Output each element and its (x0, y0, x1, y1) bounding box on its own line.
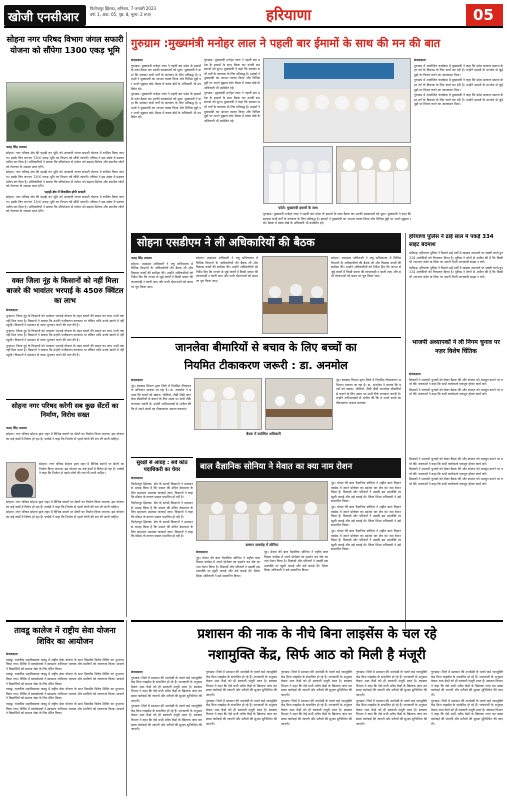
bottom-col-4 (356, 670, 427, 796)
mustard-rule (131, 457, 193, 458)
nss-text-1: तावडू। राजकीय महाविद्यालय तावडू में राष्ट्रीय सेवा योजना के सात दिवसीय विशेष शिविर का शुभारंभ किया गया। शिविर में स्वयंसेवकों ने स्वच्छता अभियान चलाया और ग्रामीणों को जागरूक किया। प्राचार्य ने विद्यार्थियों को समाज सेवा के लिए प्रेरित किया। (6, 657, 124, 671)
sdm-body-3: सोहना। उपमंडल अधिकारी ने लघु सचिवालय में विभिन्न विभागों के अधिकारियों की बैठक ली और विकास कार्यों की समीक्षा की। उन्होंने अधिकारियों को निर्देश दिए कि जनता से जुड़े कार्यों में किसी प्रकार की लापरवाही न बरती जाए और सभी योजनाओं को समय पर पूरा किया जाए। (331, 256, 401, 279)
top-right-byline: संवाददाता (414, 58, 426, 62)
left-story1-subhead: पहाड़ी क्षेत्र में विकसित होगी सफारी (44, 189, 86, 194)
left-story3-body-a (6, 432, 124, 460)
vaccine-photo-caption: बैठक में उपस्थित अधिकारी (246, 432, 281, 436)
left-story2-body (6, 314, 124, 396)
bjp-headline: भाजपी अध्यापकों ने ली निगम चुनाव पर नज़र विशेष चिंतिक (412, 339, 500, 355)
section-title: हरियाणा (266, 6, 312, 24)
vaccine-col-4 (336, 378, 401, 454)
mustard-headline: सुरक्षी से आग्रह : सर्व कोठ पदाधिकरी का चेयर (136, 460, 188, 473)
bottom-body-3: गुरुग्राम। जिले में प्रशासन की अनदेखी के चलते कई नशामुक्ति केंद्र बिना लाइसेंस के संचालित हो रहे हैं। जानकारी के अनुसार केवल आठ केंद्रों को ही सरकारी मंजूरी प्राप्त है। स्वास्थ्य विभाग ने कहा कि ऐसे सभी अवैध केंद्रों के खिलाफ जांच कर सख्त कार्रवाई की जाएगी और मरीजों की सुरक्षा सुनिश्चित की जाएगी। (281, 670, 352, 697)
forest-trees-illustration (7, 83, 124, 142)
bjp-text-2: शिक्षकों ने आगामी चुनावों को लेकर बैठक की और संगठन को मजबूत बनाने पर चर्चा की। वक्ताओं ने कहा कि सभी कार्यकर्ता एकजुट होकर कार्य करें। (409, 387, 503, 397)
sonia-body-1: नूंह। मेवात की बाल वैज्ञानिक सोनिया ने राष्ट्रीय बाल विज्ञान कांग्रेस में अपने प्रोजेक्ट का प्रदर्शन कर क्षेत्र का नाम रोशन किया है। शिक्षकों और परिजनों ने उसकी इस उपलब्धि पर खुशी जताई और उसे बधाई दी। जिला शिक्षा अधिकारी ने उसे सम्मानित किया। (196, 555, 260, 578)
vaccine-byline: संवाददाता (131, 378, 143, 382)
left-story1-text: सोहना। नगर परिषद क्षेत्र की पहाड़ी वन भूमि को अरावली जंगल सफारी योजना में शामिल किया जाएगा। इसके लिए लगभग 1300 एकड़ भूमि वन विभाग को सौंपी जाएगी। परिषद ने इस संबंध में प्रस्ताव पारित कर दिया है। अधिकारियों ने बताया कि परियोजना से पर्यटन को बढ़ावा मिलेगा और स्थानीय लोगों को रोजगार के अवसर प्राप्त होंगे। (6, 151, 124, 169)
top-headline: गुरुग्राम :मुख्यमंत्री मनोहर लाल ने पहली बार ईमामों के साथ की मन की बात (131, 37, 441, 50)
sdm-headline: सोहना एसडीएम ने ली अधिकारियों की बैठक (137, 236, 315, 249)
bottom-col-1 (131, 670, 202, 796)
vaccine-headline-line1: जानलेवा बीमारियों से बचाव के लिए बच्चों का (175, 341, 357, 354)
bottom-body-1b: गुरुग्राम। जिले में प्रशासन की अनदेखी के चलते कई नशामुक्ति केंद्र बिना लाइसेंस के संचालित हो रहे हैं। जानकारी के अनुसार केवल आठ केंद्रों को ही सरकारी मंजूरी प्राप्त है। स्वास्थ्य विभाग ने कहा कि ऐसे सभी अवैध केंद्रों के खिलाफ जांच कर सख्त कार्रवाई की जाएगी और मरीजों की सुरक्षा सुनिश्चित की जाएगी। (131, 704, 202, 732)
bottom-headline-line1: प्रशासन की नाक के नीचे बिना लाइसेंस के चल रहे (197, 627, 437, 642)
top-byline: संवाददाता (131, 58, 143, 62)
bottom-body-1: गुरुग्राम। जिले में प्रशासन की अनदेखी के चलते कई नशामुक्ति केंद्र बिना लाइसेंस के संचालित हो रहे हैं। जानकारी के अनुसार केवल आठ केंद्रों को ही सरकारी मंजूरी प्राप्त है। स्वास्थ्य विभाग ने कहा कि ऐसे सभी अवैध केंद्रों के खिलाफ जांच कर सख्त कार्रवाई की जाएगी और मरीजों की सुरक्षा सुनिश्चित की जाएगी। (131, 675, 202, 703)
person-icon (7, 463, 36, 498)
page-number-box (466, 4, 503, 26)
column-divider-left (126, 32, 127, 617)
left-divider-3 (6, 620, 124, 622)
sonia-body-3: नूंह। मेवात की बाल वैज्ञानिक सोनिया ने राष्ट्रीय बाल विज्ञान कांग्रेस में अपने प्रोजेक्ट का प्रदर्शन कर क्षेत्र का नाम रोशन किया है। शिक्षकों और परिजनों ने उसकी इस उपलब्धि पर खुशी जताई और उसे बधाई दी। जिला शिक्षा अधिकारी ने उसे सम्मानित किया। (331, 481, 401, 504)
sonia-byline: संवाददाता (196, 550, 208, 554)
meeting-illustration (264, 59, 411, 143)
vaccine-top-rule (131, 337, 401, 338)
column-divider-bottom (126, 620, 127, 796)
nss-text-2: तावडू। राजकीय महाविद्यालय तावडू में राष्ट्रीय सेवा योजना के सात दिवसीय विशेष शिविर का शुभारंभ किया गया। शिविर में स्वयंसेवकों ने स्वच्छता अभियान चलाया और ग्रामीणों को जागरूक किया। प्राचार्य ने विद्यार्थियों को समाज सेवा के लिए प्रेरित किया। (6, 672, 124, 686)
sdm-col-2 (196, 256, 258, 334)
bjp-byline: संवाददाता (409, 372, 421, 376)
sdm-body-1: सोहना। उपमंडल अधिकारी ने लघु सचिवालय में विभिन्न विभागों के अधिकारियों की बैठक ली और विकास कार्यों की समीक्षा की। उन्होंने अधिकारियों को निर्देश दिए कि जनता से जुड़े कार्यों में किसी प्रकार की लापरवाही न बरती जाए और सभी योजनाओं को समय पर पूरा किया जाए। (131, 261, 193, 289)
bjp-body-cont (409, 457, 503, 617)
sonia-col-3 (331, 481, 401, 616)
nss-byline: संवाददाता (6, 652, 18, 656)
sdm-body-2: सोहना। उपमंडल अधिकारी ने लघु सचिवालय में विभिन्न विभागों के अधिकारियों की बैठक ली और विकास कार्यों की समीक्षा की। उन्होंने अधिकारियों को निर्देश दिए कि जनता से जुड़े कार्यों में किसी प्रकार की लापरवाही न बरती जाए और सभी योजनाओं को समय पर पूरा किया जाए। (196, 256, 258, 283)
mustard-body (131, 476, 193, 616)
nss-headline: तावडू कालेज में राष्ट्रीय सेवा योजना शिविर का आयोजन (14, 626, 116, 646)
left-story2-headline: वक्त जिला नूंह के किसानों को नहीं मिला बाजरे की भावांतर भरपाई के 450रु क्विंटल का लाभ (6, 276, 124, 305)
mustard-byline: संवाददाता (131, 476, 143, 480)
bottom-body-5b: गुरुग्राम। जिले में प्रशासन की अनदेखी के चलते कई नशामुक्ति केंद्र बिना लाइसेंस के संचालित हो रहे हैं। जानकारी के अनुसार केवल आठ केंद्रों को ही सरकारी मंजूरी प्राप्त है। स्वास्थ्य विभाग ने कहा कि ऐसे सभी अवैध केंद्रों के खिलाफ जांच कर सख्त कार्रवाई की जाएगी और मरीजों की सुरक्षा सुनिश्चित की जाएगी। (431, 698, 503, 726)
left-story3-text-cont: सोहना। नगर परिषद सोहना द्वारा शहर में विभिन्न स्थानों पर सेंटरों का निर्माण किया जाएगा। इस योजना का कई वार्डों में विरोध हो रहा है। पार्षदों ने कहा कि निर्माण से पहले लोगों की राय ली जानी चाहिए। (39, 462, 124, 476)
vaccine-body-2: नूंह। स्वास्थ्य विभाग द्वारा जिले में नियमित टीकाकरण अभियान चलाया जा रहा है। डा. अनमोल ने बताया कि बच्चों को खसरा, पोलियो, टीबी जैसी जानलेवा बीमारियों से बचाने के लिए समय पर सभी टीके लगवाना जरूरी है। उन्होंने अभिभावकों से अपील की कि वे अपने बच्चों का टीकाकरण अवश्य करवाएं। (336, 378, 401, 405)
left-story3-body-b (39, 462, 124, 498)
bottom-body-3b: गुरुग्राम। जिले में प्रशासन की अनदेखी के चलते कई नशामुक्ति केंद्र बिना लाइसेंस के संचालित हो रहे हैं। जानकारी के अनुसार केवल आठ केंद्रों को ही सरकारी मंजूरी प्राप्त है। स्वास्थ्य विभाग ने कहा कि ऐसे सभी अवैध केंद्रों के खिलाफ जांच कर सख्त कार्रवाई की जाएगी और मरीजों की सुरक्षा सुनिश्चित की जाएगी। (281, 698, 352, 726)
left-story3-body-c (6, 500, 124, 574)
top-body-4: गुरुग्राम। मुख्यमंत्री मनोहर लाल ने पहली बार प्रदेश के इमामों के साथ बैठक कर उनकी समस्याओं को सुना। मुख्यमंत्री ने कहा कि सरकार सभी वर्गों के कल्याण के लिए प्रतिबद्ध है। इमामों ने मुख्यमंत्री का आभार व्यक्त किया और विभिन्न मुद्दों पर अपने सुझाव रखे। बैठक में वक्फ बोर्ड के अधिकारी भी उपस्थित रहे। (204, 91, 260, 123)
imams-illustration (337, 147, 411, 204)
bottom-col-2 (206, 670, 277, 796)
left-story1-text-cont: सोहना। नगर परिषद क्षेत्र की पहाड़ी वन भूमि को अरावली जंगल सफारी योजना में शामिल किया जाएगा। इसके लिए लगभग 1300 एकड़ भूमि वन विभाग को सौंपी जाएगी। परिषद ने इस संबंध में प्रस्ताव पारित कर दिया है। अधिकारियों ने बताया कि परियोजना से पर्यटन को बढ़ावा मिलेगा और स्थानीय लोगों को रोजगार के अवसर प्राप्त होंगे। (6, 170, 124, 189)
top-left-col (131, 58, 201, 230)
bjp-text-1: शिक्षकों ने आगामी चुनावों को लेकर बैठक की और संगठन को मजबूत बनाने पर चर्चा की। वक्ताओं ने कहा कि सभी कार्यकर्ता एकजुट होकर कार्य करें। (409, 377, 503, 387)
award-ceremony-illustration (197, 482, 328, 541)
left-story3-headline: सोहना नगर परिषद करेगी सब कुछ सेंटरों का निर्माण, विरोध सख्त (11, 402, 119, 419)
forest-photo (6, 82, 124, 142)
cyber-text-2: चंडीगढ़। हरियाणा पुलिस ने पिछले ढाई वर्षों में साइबर अपराधों पर सख्ती करते हुए 334 आरोपियों को गिरफ्तार किया है। पुलिस ने लोगों से अपील की है कि किसी भी अनजान कॉल या लिंक पर अपनी निजी जानकारी साझा न करें। (409, 265, 503, 279)
cyber-body (409, 251, 503, 333)
sonia-col-1 (196, 550, 260, 616)
dateline-date: फिरोजपुर झिरका, शनिवार, 7 जनवरी 2023 (90, 6, 157, 11)
top-col-2 (204, 58, 260, 230)
masthead (4, 4, 503, 28)
vaccine-photo-1 (194, 378, 262, 430)
top-right-text-1: गुरुग्राम में आयोजित कार्यक्रम में मुख्यमंत्री ने कहा कि प्रदेश सरकार समाज के हर वर्ग के विकास के लिए कार्य कर रही है। उन्होंने इमामों के मानदेय से जुड़े मुद्दों पर विचार करने का आश्वासन दिया। (414, 63, 503, 77)
bjp-text-4: शिक्षकों ने आगामी चुनावों को लेकर बैठक की और संगठन को मजबूत बनाने पर चर्चा की। वक्ताओं ने कहा कि सभी कार्यकर्ता एकजुट होकर कार्य करें। (409, 467, 503, 476)
left-story3-byline: फतह सिंह उजाला (6, 426, 27, 430)
bottom-body-4: गुरुग्राम। जिले में प्रशासन की अनदेखी के चलते कई नशामुक्ति केंद्र बिना लाइसेंस के संचालित हो रहे हैं। जानकारी के अनुसार केवल आठ केंद्रों को ही सरकारी मंजूरी प्राप्त है। स्वास्थ्य विभाग ने कहा कि ऐसे सभी अवैध केंद्रों के खिलाफ जांच कर सख्त कार्रवाई की जाएगी और मरीजों की सुरक्षा सुनिश्चित की जाएगी। (356, 670, 427, 697)
top-body-5: गुरुग्राम। मुख्यमंत्री मनोहर लाल ने पहली बार प्रदेश के इमामों के साथ बैठक कर उनकी समस्याओं को सुना। मुख्यमंत्री ने कहा कि सरकार सभी वर्गों के कल्याण के लिए प्रतिबद्ध है। इमामों ने मुख्यमंत्री का आभार व्यक्त किया और विभिन्न मुद्दों पर अपने सुझाव रखे। बैठक में वक्फ बोर्ड के अधिकारी भी उपस्थित रहे। (263, 212, 411, 226)
logo (4, 5, 86, 26)
top-col-under-photo (263, 212, 411, 232)
sdm-col-3 (331, 256, 401, 334)
dateline (90, 6, 250, 18)
mustard-text-2: फिरोजपुर झिरका। क्षेत्र के सरसों किसानों ने प्रशासन से आग्रह किया है कि फसल की उचित देखभाल के लिए सहायता उपलब्ध करवाई जाए। किसानों ने कहा कि मौसम के कारण फसल प्रभावित हो रही है। (131, 500, 193, 519)
vaccine-col-1 (131, 378, 191, 454)
sonia-photo-caption: सम्मान समारोह में सोनिया (245, 543, 279, 547)
nss-body (6, 652, 124, 796)
sonia-body-4: नूंह। मेवात की बाल वैज्ञानिक सोनिया ने राष्ट्रीय बाल विज्ञान कांग्रेस में अपने प्रोजेक्ट का प्रदर्शन कर क्षेत्र का नाम रोशन किया है। शिक्षकों और परिजनों ने उसकी इस उपलब्धि पर खुशी जताई और उसे बधाई दी। जिला शिक्षा अधिकारी ने उसे सम्मानित किया। (331, 504, 401, 528)
officials-meeting-illustration (263, 257, 328, 334)
bottom-body-4b: गुरुग्राम। जिले में प्रशासन की अनदेखी के चलते कई नशामुक्ति केंद्र बिना लाइसेंस के संचालित हो रहे हैं। जानकारी के अनुसार केवल आठ केंद्रों को ही सरकारी मंजूरी प्राप्त है। स्वास्थ्य विभाग ने कहा कि ऐसे सभी अवैध केंद्रों के खिलाफ जांच कर सख्त कार्रवाई की जाएगी और मरीजों की सुरक्षा सुनिश्चित की जाएगी। (356, 698, 427, 726)
left-divider-2 (6, 399, 124, 400)
sonia-photo (196, 481, 328, 541)
nss-text-3: तावडू। राजकीय महाविद्यालय तावडू में राष्ट्रीय सेवा योजना के सात दिवसीय विशेष शिविर का शुभारंभ किया गया। शिविर में स्वयंसेवकों ने स्वच्छता अभियान चलाया और ग्रामीणों को जागरूक किया। प्राचार्य ने विद्यार्थियों को समाज सेवा के लिए प्रेरित किया। (6, 687, 124, 701)
left-story2-text: पुन्हाना। जिला नूंह के किसानों को भावांतर भरपाई योजना के तहत बाजरे की फसल का लाभ अभी तक नहीं मिल पाया है। किसानों ने बताया कि उन्होंने पंजीकरण करवाया था लेकिन राशि उनके खातों में नहीं पहुंची। किसानों ने प्रशासन से जल्द भुगतान करने की मांग की है। (6, 314, 124, 328)
mustard-text-1: फिरोजपुर झिरका। क्षेत्र के सरसों किसानों ने प्रशासन से आग्रह किया है कि फसल की उचित देखभाल के लिए सहायता उपलब्ध करवाई जाए। किसानों ने कहा कि मौसम के कारण फसल प्रभावित हो रही है। (131, 481, 193, 500)
officials-illustration (195, 379, 262, 430)
sdm-meeting-photo (262, 256, 328, 334)
dateline-issue: वर्ष: 1, अंक: 05, पृष्ठ: 8, मूल्य: 2 रुपए (90, 12, 151, 17)
portrait-photo (6, 462, 36, 498)
left-story1-body (6, 151, 124, 269)
bottom-top-rule (131, 620, 503, 622)
bottom-headline-line2: नशामुक्ति केंद्र, सिर्फ आठ को मिली है मंजूरी (208, 648, 426, 663)
nss-text-4: तावडू। राजकीय महाविद्यालय तावडू में राष्ट्रीय सेवा योजना के सात दिवसीय विशेष शिविर का शुभारंभ किया गया। शिविर में स्वयंसेवकों ने स्वच्छता अभियान चलाया और ग्रामीणों को जागरूक किया। प्राचार्य ने विद्यार्थियों को समाज सेवा के लिए प्रेरित किया। (6, 701, 124, 716)
cm-group-photo (263, 146, 333, 204)
bottom-col-5 (431, 670, 503, 796)
bottom-body-5: गुरुग्राम। जिले में प्रशासन की अनदेखी के चलते कई नशामुक्ति केंद्र बिना लाइसेंस के संचालित हो रहे हैं। जानकारी के अनुसार केवल आठ केंद्रों को ही सरकारी मंजूरी प्राप्त है। स्वास्थ्य विभाग ने कहा कि ऐसे सभी अवैध केंद्रों के खिलाफ जांच कर सख्त कार्रवाई की जाएगी और मरीजों की सुरक्षा सुनिश्चित की जाएगी। (431, 670, 503, 697)
left-story1-headline: सोहना नगर परिषद विभाग जंगल सफारी योजना को सौंपेगा 1300 एकड़ भूमि (6, 35, 124, 55)
bjp-text-3: शिक्षकों ने आगामी चुनावों को लेकर बैठक की और संगठन को मजबूत बनाने पर चर्चा की। वक्ताओं ने कहा कि सभी कार्यकर्ता एकजुट होकर कार्य करें। (409, 457, 503, 466)
imam-group-photo (336, 146, 411, 204)
sonia-body-5: नूंह। मेवात की बाल वैज्ञानिक सोनिया ने राष्ट्रीय बाल विज्ञान कांग्रेस में अपने प्रोजेक्ट का प्रदर्शन कर क्षेत्र का नाम रोशन किया है। शिक्षकों और परिजनों ने उसकी इस उपलब्धि पर खुशी जताई और उसे बधाई दी। जिला शिक्षा अधिकारी ने उसे सम्मानित किया। (331, 528, 401, 552)
seminar-illustration (266, 379, 333, 430)
logo-text: खोजी एनसीआर (8, 10, 79, 24)
top-body-2: गुरुग्राम। मुख्यमंत्री मनोहर लाल ने पहली बार प्रदेश के इमामों के साथ बैठक कर उनकी समस्याओं को सुना। मुख्यमंत्री ने कहा कि सरकार सभी वर्गों के कल्याण के लिए प्रतिबद्ध है। इमामों ने मुख्यमंत्री का आभार व्यक्त किया और विभिन्न मुद्दों पर अपने सुझाव रखे। बैठक में वक्फ बोर्ड के अधिकारी भी उपस्थित रहे। (131, 92, 201, 120)
cyber-text-1: चंडीगढ़। हरियाणा पुलिस ने पिछले ढाई वर्षों में साइबर अपराधों पर सख्ती करते हुए 334 आरोपियों को गिरफ्तार किया है। पुलिस ने लोगों से अपील की है कि किसी भी अनजान कॉल या लिंक पर अपनी निजी जानकारी साझा न करें। (409, 251, 503, 265)
left-divider-1 (6, 272, 124, 273)
sonia-body-2: नूंह। मेवात की बाल वैज्ञानिक सोनिया ने राष्ट्रीय बाल विज्ञान कांग्रेस में अपने प्रोजेक्ट का प्रदर्शन कर क्षेत्र का नाम रोशन किया है। शिक्षकों और परिजनों ने उसकी इस उपलब्धि पर खुशी जताई और उसे बधाई दी। जिला शिक्षा अधिकारी ने उसे सम्मानित किया। (264, 550, 328, 573)
left-story1-text-more: सोहना। नगर परिषद क्षेत्र की पहाड़ी वन भूमि को अरावली जंगल सफारी योजना में शामिल किया जाएगा। इसके लिए लगभग 1300 एकड़ भूमि वन विभाग को सौंपी जाएगी। परिषद ने इस संबंध में प्रस्ताव पारित कर दिया है। अधिकारियों ने बताया कि परियोजना से पर्यटन को बढ़ावा मिलेगा और स्थानीय लोगों को रोजगार के अवसर प्राप्त होंगे। (6, 195, 124, 214)
top-right-col (414, 58, 503, 230)
column-divider-right (405, 233, 406, 629)
sonia-headline: बाल वैज्ञानिक सोनिया ने मेवात का क्या नाम रोशन (200, 461, 353, 471)
vaccine-headline-line2: नियमित टीकाकरण जरूरी : डा. अनमोल (184, 359, 348, 372)
sonia-col-2 (264, 550, 328, 616)
top-body-3: गुरुग्राम। मुख्यमंत्री मनोहर लाल ने पहली बार प्रदेश के इमामों के साथ बैठक कर उनकी समस्याओं को सुना। मुख्यमंत्री ने कहा कि सरकार सभी वर्गों के कल्याण के लिए प्रतिबद्ध है। इमामों ने मुख्यमंत्री का आभार व्यक्त किया और विभिन्न मुद्दों पर अपने सुझाव रखे। बैठक में वक्फ बोर्ड के अधिकारी भी उपस्थित रहे। (204, 58, 260, 90)
top-right-text-2: गुरुग्राम में आयोजित कार्यक्रम में मुख्यमंत्री ने कहा कि प्रदेश सरकार समाज के हर वर्ग के विकास के लिए कार्य कर रही है। उन्होंने इमामों के मानदेय से जुड़े मुद्दों पर विचार करने का आश्वासन दिया। (414, 78, 503, 92)
cm-meeting-photo (263, 58, 411, 143)
left-story2-text-more: पुन्हाना। जिला नूंह के किसानों को भावांतर भरपाई योजना के तहत बाजरे की फसल का लाभ अभी तक नहीं मिल पाया है। किसानों ने बताया कि उन्होंने पंजीकरण करवाया था लेकिन राशि उनके खातों में नहीं पहुंची। किसानों ने प्रशासन से जल्द भुगतान करने की मांग की है। (6, 343, 124, 357)
bottom-body-2: गुरुग्राम। जिले में प्रशासन की अनदेखी के चलते कई नशामुक्ति केंद्र बिना लाइसेंस के संचालित हो रहे हैं। जानकारी के अनुसार केवल आठ केंद्रों को ही सरकारी मंजूरी प्राप्त है। स्वास्थ्य विभाग ने कहा कि ऐसे सभी अवैध केंद्रों के खिलाफ जांच कर सख्त कार्रवाई की जाएगी और मरीजों की सुरक्षा सुनिश्चित की जाएगी। (206, 670, 277, 697)
page-number: 05 (473, 6, 494, 24)
left-story2-text-cont: पुन्हाना। जिला नूंह के किसानों को भावांतर भरपाई योजना के तहत बाजरे की फसल का लाभ अभी तक नहीं मिल पाया है। किसानों ने बताया कि उन्होंने पंजीकरण करवाया था लेकिन राशि उनके खातों में नहीं पहुंची। किसानों ने प्रशासन से जल्द भुगतान करने की मांग की है। (6, 328, 124, 342)
sonia-headline-band (196, 458, 401, 478)
mustard-text-3: फिरोजपुर झिरका। क्षेत्र के सरसों किसानों ने प्रशासन से आग्रह किया है कि फसल की उचित देखभाल के लिए सहायता उपलब्ध करवाई जाए। किसानों ने कहा कि मौसम के कारण फसल प्रभावित हो रही है। (131, 520, 193, 539)
bjp-text-5: शिक्षकों ने आगामी चुनावों को लेकर बैठक की और संगठन को मजबूत बनाने पर चर्चा की। वक्ताओं ने कहा कि सभी कार्यकर्ता एकजुट होकर कार्य करें। (409, 477, 503, 486)
left-story1-byline: फतह सिंह उजाला (6, 145, 27, 149)
sdm-byline: फतह सिंह उजाला (131, 256, 152, 260)
sdm-headline-band (131, 233, 401, 253)
bottom-body-2b: गुरुग्राम। जिले में प्रशासन की अनदेखी के चलते कई नशामुक्ति केंद्र बिना लाइसेंस के संचालित हो रहे हैं। जानकारी के अनुसार केवल आठ केंद्रों को ही सरकारी मंजूरी प्राप्त है। स्वास्थ्य विभाग ने कहा कि ऐसे सभी अवैध केंद्रों के खिलाफ जांच कर सख्त कार्रवाई की जाएगी और मरीजों की सुरक्षा सुनिश्चित की जाएगी। (206, 698, 277, 726)
top-right-text-3: गुरुग्राम में आयोजित कार्यक्रम में मुख्यमंत्री ने कहा कि प्रदेश सरकार समाज के हर वर्ग के विकास के लिए कार्य कर रही है। उन्होंने इमामों के मानदेय से जुड़े मुद्दों पर विचार करने का आश्वासन दिया। (414, 93, 503, 107)
bottom-col-3 (281, 670, 352, 796)
top-photo-caption: फोटो: मुख्यमंत्री इमामों के साथ (278, 206, 318, 210)
left-story3-text-end: सोहना। नगर परिषद सोहना द्वारा शहर में विभिन्न स्थानों पर सेंटरों का निर्माण किया जाएगा। इस योजना का कई वार्डों में विरोध हो रहा है। पार्षदों ने कहा कि निर्माण से पहले लोगों की राय ली जानी चाहिए। (6, 510, 124, 519)
vaccine-body-1: नूंह। स्वास्थ्य विभाग द्वारा जिले में नियमित टीकाकरण अभियान चलाया जा रहा है। डा. अनमोल ने बताया कि बच्चों को खसरा, पोलियो, टीबी जैसी जानलेवा बीमारियों से बचाने के लिए समय पर सभी टीके लगवाना जरूरी है। उन्होंने अभिभावकों से अपील की कि वे अपने बच्चों का टीकाकरण अवश्य करवाएं। (131, 383, 191, 411)
bottom-byline: संवाददाता (131, 670, 143, 674)
bjp-body (409, 372, 503, 454)
left-story3-text-more: सोहना। नगर परिषद सोहना द्वारा शहर में विभिन्न स्थानों पर सेंटरों का निर्माण किया जाएगा। इस योजना का कई वार्डों में विरोध हो रहा है। पार्षदों ने कहा कि निर्माण से पहले लोगों की राय ली जानी चाहिए। (6, 500, 124, 509)
cyber-headline: हरियाणा पुलिस ने ढाई साल में पकड़े 334 साइट बदमाश (409, 234, 494, 248)
top-body-1: गुरुग्राम। मुख्यमंत्री मनोहर लाल ने पहली बार प्रदेश के इमामों के साथ बैठक कर उनकी समस्याओं को सुना। मुख्यमंत्री ने कहा कि सरकार सभी वर्गों के कल्याण के लिए प्रतिबद्ध है। इमामों ने मुख्यमंत्री का आभार व्यक्त किया और विभिन्न मुद्दों पर अपने सुझाव रखे। बैठक में वक्फ बोर्ड के अधिकारी भी उपस्थित रहे। (131, 63, 201, 91)
vaccine-photo-2 (265, 378, 333, 430)
sdm-col-1 (131, 256, 193, 334)
group-illustration (264, 147, 333, 204)
left-story3-text: सोहना। नगर परिषद सोहना द्वारा शहर में विभिन्न स्थानों पर सेंटरों का निर्माण किया जाएगा। इस योजना का कई वार्डों में विरोध हो रहा है। पार्षदों ने कहा कि निर्माण से पहले लोगों की राय ली जानी चाहिए। (6, 432, 124, 441)
left-story2-byline: संवाददाता (6, 308, 18, 312)
